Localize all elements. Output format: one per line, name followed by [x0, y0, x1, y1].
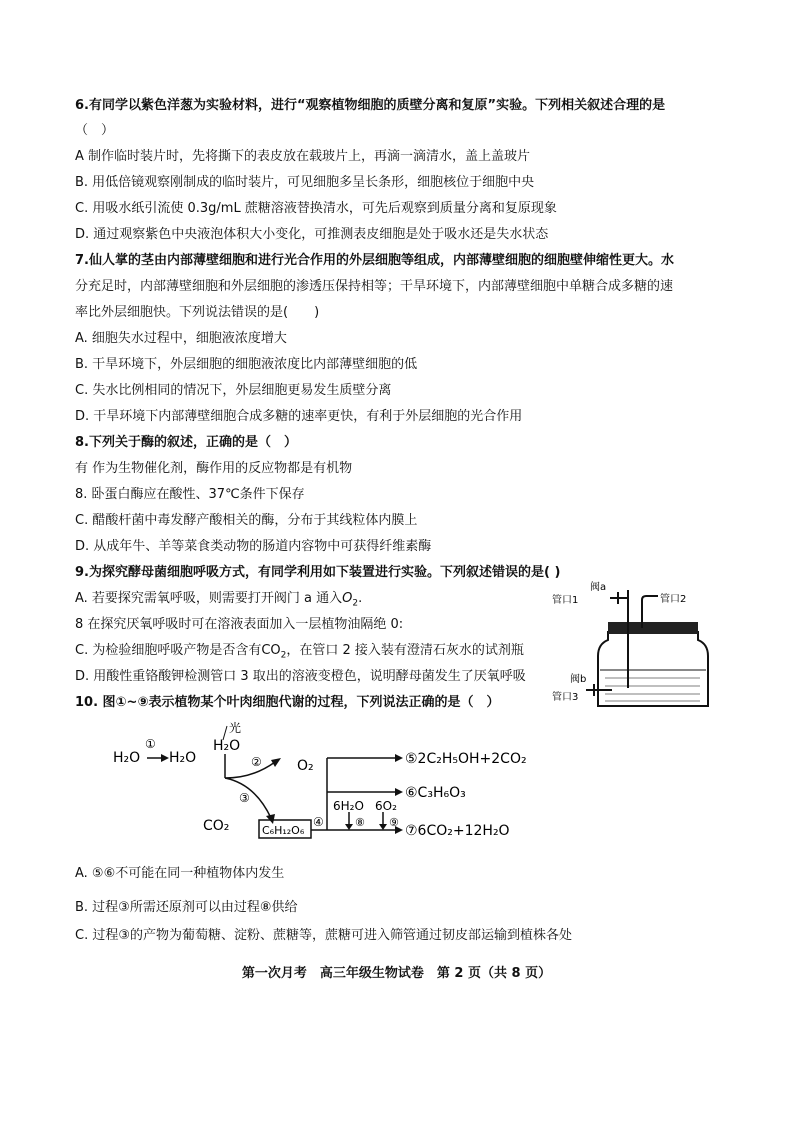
- q10-option-c: C. 过程③的产物为葡萄糖、淀粉、蔗糖等，蔗糖可进入筛管通过韧皮部运输到植株各处: [75, 928, 572, 943]
- num-3: ③: [239, 791, 250, 805]
- q7-option-c: C. 失水比例相同的情况下，外层细胞更易发生质壁分离: [75, 383, 392, 398]
- label-6h2o: 6H₂O: [333, 799, 364, 813]
- o2-subscript: 2: [352, 598, 359, 609]
- q10-option-a: A. ⑤⑥不可能在同一种植物体内发生: [75, 866, 285, 881]
- q9-option-a-text: A. 若要探究需氧呼吸，则需要打开阀门 a 通入: [75, 591, 343, 606]
- bottle-stopper: [608, 622, 698, 634]
- label-product-7: ⑦6CO₂+12H₂O: [405, 823, 510, 839]
- label-port-3: 管口3: [552, 692, 579, 703]
- label-port-1: 管口1: [552, 595, 579, 606]
- label-6o2: 6O₂: [375, 799, 397, 813]
- label-port-2: 管口2: [660, 594, 687, 605]
- q10-stem: 10. 图①~⑨表示植物某个叶肉细胞代谢的过程，下列说法正确的是（ ）: [75, 695, 500, 710]
- label-product-5: ⑤2C₂H₅OH+2CO₂: [405, 751, 527, 767]
- q6-option-a: A 制作临时装片时，先将撕下的表皮放在载玻片上，再滴一滴清水，盖上盖玻片: [75, 149, 531, 164]
- q9-option-a-end: .: [358, 591, 363, 606]
- num-8: ⑧: [355, 816, 365, 829]
- q9-stem: 9.为探究酵母菌细胞呼吸方式，有同学利用如下装置进行实验。下列叙述错误的是( ): [75, 565, 561, 580]
- leaf-cell-metabolism-diagram: [105, 718, 545, 850]
- co2-subscript: 2: [280, 650, 287, 661]
- q7-option-a: A. 细胞失水过程中，细胞液浓度增大: [75, 331, 287, 346]
- label-light: 光: [229, 721, 242, 735]
- q9-option-c: [75, 643, 524, 664]
- q10-option-b: B. 过程③所需还原剂可以由过程⑧供给: [75, 900, 298, 915]
- label-h2o-top: H₂O: [213, 738, 241, 754]
- q9-option-d: D. 用酸性重铬酸钾检测管口 3 取出的溶液变橙色，说明酵母菌发生了厌氧呼吸: [75, 669, 526, 684]
- q7-stem-line2: 分充足时，内部薄壁细胞和外层细胞的渗透压保持相等；干旱环境下，内部薄壁细胞中单糖合成多糖的速: [75, 279, 674, 294]
- label-valve-b: 阀b: [570, 674, 587, 685]
- q7-option-b: B. 干旱环境下，外层细胞的细胞液浓度比内部薄壁细胞的低: [75, 357, 418, 372]
- q9-option-c-end: ，在管口 2 接入装有澄清石灰水的试剂瓶: [286, 643, 524, 658]
- q8-option-b: 8. 卧蛋白酶应在酸性、37℃条件下保存: [75, 487, 305, 502]
- label-valve-a: 阀a: [590, 582, 607, 593]
- num-4: ④: [313, 815, 324, 829]
- q6-stem-line1: 6.有同学以紫色洋葱为实验材料，进行“观察植物细胞的质壁分离和复原”实验。下列相关叙述合理的是: [75, 98, 666, 113]
- label-glucose: C₆H₁₂O₆: [262, 824, 305, 837]
- q9-option-b: 8 在探究厌氧呼吸时可在溶液表面加入一层植物油隔绝 0:: [75, 617, 404, 632]
- label-o2: O₂: [297, 758, 314, 774]
- page-footer: 第一次月考 高三年级生物试卷 第 2 页（共 8 页）: [241, 966, 552, 981]
- q6-option-c: C. 用吸水纸引流使 0.3g/mL 蔗糖溶液替换清水，可先后观察到质量分离和复原现象: [75, 201, 557, 216]
- q8-option-a: 有 作为生物催化剂，酶作用的反应物都是有机物: [75, 461, 353, 476]
- q7-stem-line3: 率比外层细胞快。下列说法错误的是( ): [75, 305, 320, 320]
- q8-option-d: D. 从成年牛、羊等菜食类动物的肠道内容物中可获得纤维素酶: [75, 539, 432, 554]
- label-co2: CO₂: [203, 818, 230, 834]
- num-1: ①: [145, 737, 156, 751]
- yeast-respiration-apparatus: [550, 578, 720, 713]
- q6-stem-line2: （ ）: [75, 123, 115, 138]
- liquid-hatching: [605, 678, 700, 701]
- q6-option-d: D. 通过观察紫色中央液泡体积大小变化，可推测表皮细胞是处于吸水还是失水状态: [75, 227, 549, 242]
- bottle-body: [598, 632, 708, 706]
- label-h2o-left: H₂O: [113, 750, 141, 766]
- co2-formula: CO: [261, 643, 281, 658]
- q7-stem-line1: 7.仙人掌的茎由内部薄壁细胞和进行光合作用的外层细胞等组成，内部薄壁细胞的细胞壁伸缩性更大。水: [75, 253, 674, 268]
- num-2: ②: [251, 755, 262, 769]
- label-product-6: ⑥C₃H₆O₃: [405, 785, 466, 801]
- label-h2o-right: H₂O: [169, 750, 197, 766]
- q6-option-b: B. 用低倍镜观察刚制成的临时装片，可见细胞多呈长条形，细胞核位于细胞中央: [75, 175, 535, 190]
- num-9: ⑨: [389, 816, 399, 829]
- q7-option-d: D. 干旱环境下内部薄壁细胞合成多糖的速率更快，有利于外层细胞的光合作用: [75, 409, 523, 424]
- q8-stem: 8.下列关于酶的叙述，正确的是（ ）: [75, 435, 297, 450]
- o2-formula: O: [342, 591, 353, 606]
- q8-option-c: C. 醋酸杆菌中毒发酵产酸相关的酶，分布于其线粒体内膜上: [75, 513, 418, 528]
- q9-option-a: [75, 591, 362, 612]
- q9-option-c-text: C. 为检验细胞呼吸产物是否含有: [75, 643, 262, 658]
